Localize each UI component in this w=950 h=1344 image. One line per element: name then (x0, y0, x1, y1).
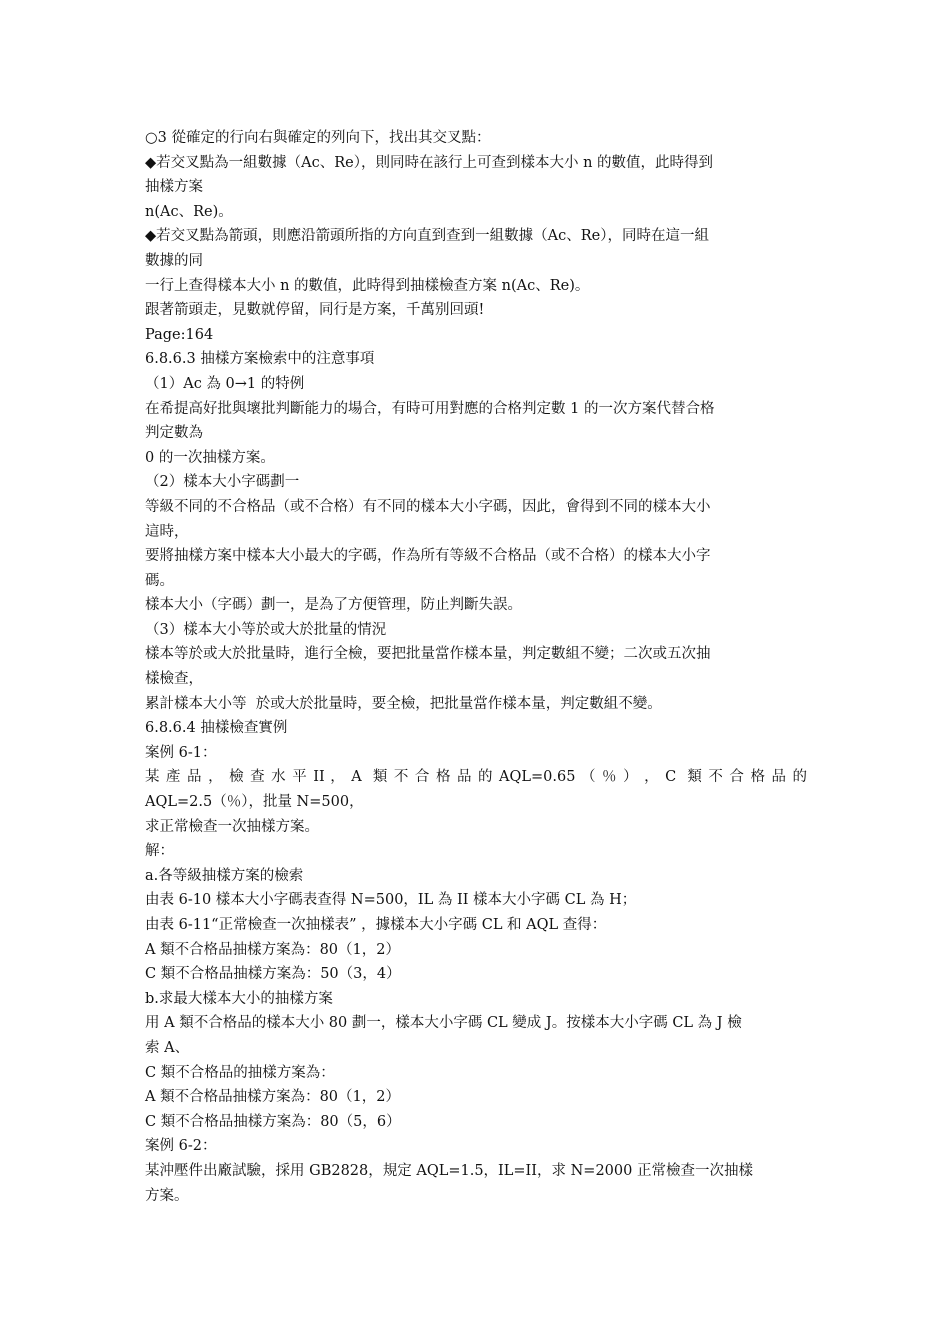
text-line: 0 的一次抽樣方案。 (145, 449, 275, 466)
text-line: 碼。 (145, 572, 174, 589)
text-line: 數據的同 (145, 252, 203, 269)
text-line: 用 A 類不合格品的樣本大小 80 劃一，樣本大小字碼 CL 變成 J。按樣本大小字碼 CL 為 J 檢 (145, 1015, 742, 1032)
text-line: ◆若交叉點為箭頭，則應沿箭頭所指的方向直到查到一組數據（Ac、Re），同時在這一組 (145, 228, 709, 245)
text-line: 索 A、 (145, 1039, 190, 1056)
text-line: 判定數為 (145, 425, 203, 442)
text-line: 樣本大小（字碼）劃一，是為了方便管理，防止判斷失誤。 (145, 597, 522, 614)
section-heading: 6.8.6.4 抽樣檢查實例 (145, 720, 288, 737)
text-line: 某 產 品 ， 檢 查 水 平 II ， A 類 不 合 格 品 的 AQL=0.65 （ ％ ） ， C 類 不 合 格 品 的 (145, 769, 807, 786)
text-line: a.各等級抽樣方案的檢索 (145, 867, 304, 884)
text-line: 由表 6-11“正常檢查一次抽樣表” ，據樣本大小字碼 CL 和 AQL 查得： (145, 917, 607, 933)
text-line: n(Ac、Re)。 (145, 203, 233, 220)
text-line: 方案。 (145, 1187, 189, 1204)
text-line: C 類不合格品的抽樣方案為： (145, 1064, 335, 1081)
text-line: 這時， (145, 523, 189, 540)
text-line: 一行上查得樣本大小 n 的數值，此時得到抽樣檢查方案 n(Ac、Re)。 (145, 277, 590, 294)
case-heading: 案例 6-1： (145, 744, 217, 761)
text-line: 等級不同的不合格品（或不合格）有不同的樣本大小字碼，因此，會得到不同的樣本大小 (145, 498, 711, 515)
text-line: 樣本等於或大於批量時，進行全檢，要把批量當作樣本量，判定數組不變；二次或五次抽 (145, 646, 711, 663)
text-line: 要將抽樣方案中樣本大小最大的字碼，作為所有等級不合格品（或不合格）的樣本大小字 (145, 548, 711, 565)
text-line: C 類不合格品抽樣方案為：50（3，4） (145, 966, 401, 983)
section-heading: 6.8.6.3 抽樣方案檢索中的注意事項 (145, 351, 375, 368)
text-line: AQL=2.5（％），批量 N=500， (145, 794, 364, 811)
text-line: b.求最大樣本大小的抽樣方案 (145, 990, 333, 1007)
text-line: C 類不合格品抽樣方案為：80（5，6） (145, 1113, 401, 1130)
text-line: ○3 從確定的行向右與確定的列向下，找出其交叉點： (145, 130, 491, 146)
subsection-heading: （3）樣本大小等於或大於批量的情況 (145, 621, 387, 638)
page-number: Page:164 (145, 326, 214, 343)
text-line: 某沖壓件出廠試驗，採用 GB2828，規定 AQL=1.5，IL=II，求 N=2000 正常檢查一次抽樣 (145, 1162, 753, 1179)
text-line: A 類不合格品抽樣方案為：80（1，2） (145, 941, 400, 958)
text-line: ◆若交叉點為一組數據（Ac、Re），則同時在該行上可查到樣本大小 n 的數值，此時得到 (145, 154, 714, 171)
text-line: 求正常檢查一次抽樣方案。 (145, 818, 319, 835)
text-line: 抽樣方案 (145, 179, 203, 196)
subsection-heading: （2）樣本大小字碼劃一 (145, 474, 300, 491)
text-line: 樣檢查， (145, 671, 203, 688)
text-line: 累計樣本大小等 於或大於批量時，要全檢，把批量當作樣本量，判定數組不變。 (145, 695, 662, 712)
text-line: 解： (145, 843, 174, 860)
subsection-heading: （1）Ac 為 0→1 的特例 (145, 375, 305, 392)
text-line: 在希提高好批與壞批判斷能力的場合，有時可用對應的合格判定數 1 的一次方案代替合格 (145, 400, 715, 417)
text-line: 由表 6-10 樣本大小字碼表查得 N=500，IL 為 II 樣本大小字碼 CL 為 H； (145, 892, 637, 909)
text-line: 跟著箭頭走，見數就停留，同行是方案，千萬别回頭! (145, 302, 485, 319)
case-heading: 案例 6-2： (145, 1138, 217, 1155)
text-line: A 類不合格品抽樣方案為：80（1，2） (145, 1089, 400, 1106)
document-body (145, 126, 807, 1208)
